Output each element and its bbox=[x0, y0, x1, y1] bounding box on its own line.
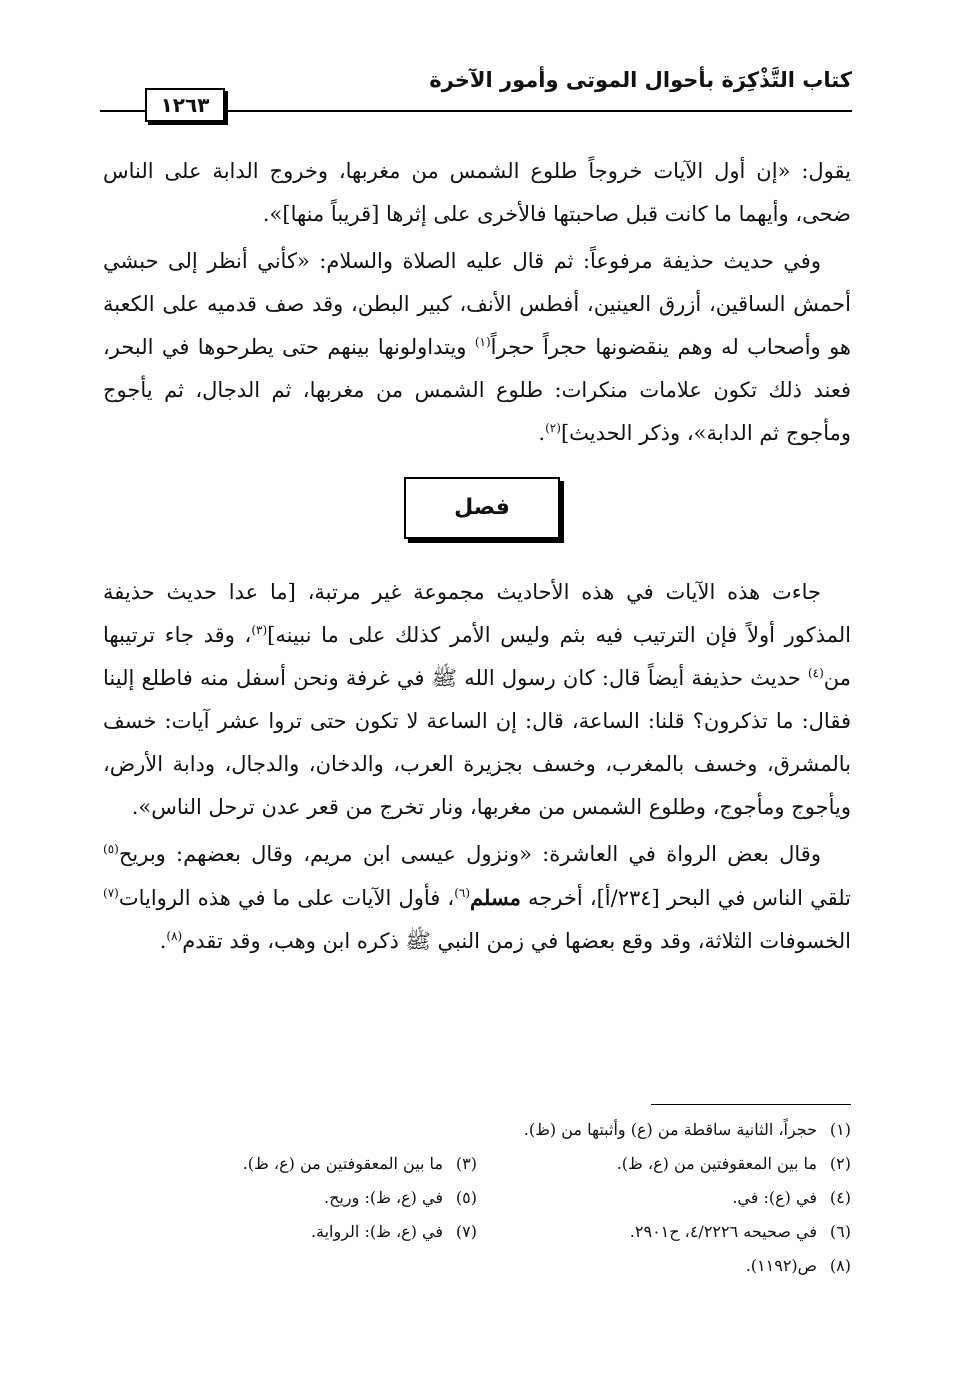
footnote-row bbox=[103, 1147, 851, 1181]
footnote-row bbox=[103, 1181, 851, 1215]
page-header bbox=[100, 68, 852, 120]
footnote-3: (٣)ما بين المعقوفتين من (ع، ظ). bbox=[242, 1154, 477, 1173]
page-number: ١٢٦٣ bbox=[145, 88, 225, 122]
footnote-ref-7[interactable]: (٧) bbox=[103, 886, 119, 900]
section-heading-area bbox=[103, 459, 851, 571]
footnote-ref-2[interactable]: (٢) bbox=[545, 421, 561, 435]
paragraph-1: يقول: «إن أول الآيات خروجاً طلوع الشمس من مغربها، وخروج الدابة على الناس ضحى، وأيهما ما كانت قبل صاحبتها فالأخرى على إثرها [قريباً منها]». bbox=[103, 159, 851, 226]
footnote-rule bbox=[651, 1104, 851, 1105]
footnote-row bbox=[103, 1249, 851, 1283]
footnote-row bbox=[103, 1215, 851, 1249]
footnote-8: (٨)ص(١١٩٢). bbox=[745, 1256, 851, 1275]
footnote-ref-1[interactable]: (١) bbox=[474, 335, 491, 349]
paragraph-3: جاءت هذه الآيات في هذه الأحاديث مجموعة غير مرتبة، [ما عدا حديث حذيفة المذكور أولاً فإن الترتيب فيه بثم وليس الأمر كذلك على ما نبينه]$^{(٣)}$، وقد جاء ترتيبها من$^{(٤)}$ حديث حذيفة أيضاً قال: كان رسول الله ﷺ في غرفة ونحن أسفل منه فاطلع إلينا فقال: ما تذكرون؟ قلنا: الساعة، قال: إن الساعة لا تكون حتى تروا عشر آيات: خسف بالمشرق، وخسف بالمغرب، وخسف بجزيرة العرب، والدخان، والدجال، ودابة الأرض، ويأجوج ومأجوج، وطلوع الشمس من مغربها، ونار تخرج من قعر عدن ترحل الناس». bbox=[103, 580, 851, 819]
footnote-2: (٢)ما بين المعقوفتين من (ع، ظ). bbox=[616, 1154, 851, 1173]
paragraph-4: وقال بعض الرواة في العاشرة: «ونزول عيسى ابن مريم، وقال بعضهم: وبريح$^{(٥)}$ تلقي الناس في البحر [٢٣٤/أ]، أخرجه مسلم$^{(٦)}$، فأول الآيات على ما في هذه الروايات$^{(٧)}$ الخسوفات الثلاثة، وقد وقع بعضها في زمن النبي ﷺ ذكره ابن وهب، وقد تقدم$^{(٨)}$. bbox=[103, 842, 851, 953]
footnotes bbox=[103, 1104, 851, 1283]
footnote-ref-5[interactable]: (٥) bbox=[103, 842, 119, 856]
footnote-ref-4[interactable]: (٤) bbox=[807, 666, 824, 680]
footnote-6: (٦)في صحيحه ٤/٢٢٢٦، ح٢٩٠١. bbox=[629, 1222, 851, 1241]
footnote-1: (١)حجراً، الثانية ساقطة من (ع) وأثبتها من (ظ). bbox=[523, 1120, 851, 1139]
section-heading: فصل bbox=[404, 477, 560, 539]
footnote-row bbox=[103, 1113, 851, 1147]
running-title: كتاب التَّذْكِرَة بأحوال الموتى وأمور الآخرة bbox=[429, 68, 852, 92]
footnote-ref-3[interactable]: (٣) bbox=[251, 623, 268, 637]
footnote-ref-8[interactable]: (٨) bbox=[166, 929, 183, 943]
main-text bbox=[103, 150, 851, 967]
paragraph-2: وفي حديث حذيفة مرفوعاً: ثم قال عليه الصلاة والسلام: «كأني أنظر إلى حبشي أحمش الساقين، أزرق العينين، أفطس الأنف، كبير البطن، وقد صف قدميه على الكعبة هو وأصحاب له وهم ينقضونها حجراً حجراً$^{(١)}$ ويتداولونها بينهم حتى يطرحوها في البحر، فعند ذلك تكون علامات منكرات: طلوع الشمس من مغربها، ثم الدجال، ثم يأجوج ومأجوج ثم الدابة»، وذكر الحديث]$^{(٢)}$. bbox=[103, 249, 851, 445]
footnote-5: (٥)في (ع، ظ): وريح. bbox=[324, 1188, 477, 1207]
footnote-ref-6[interactable]: (٦) bbox=[454, 886, 471, 900]
source-name: مسلم bbox=[470, 885, 521, 910]
footnote-4: (٤)في (ع): في. bbox=[732, 1188, 851, 1207]
footnote-7: (٧)في (ع، ظ): الرواية. bbox=[310, 1222, 477, 1241]
